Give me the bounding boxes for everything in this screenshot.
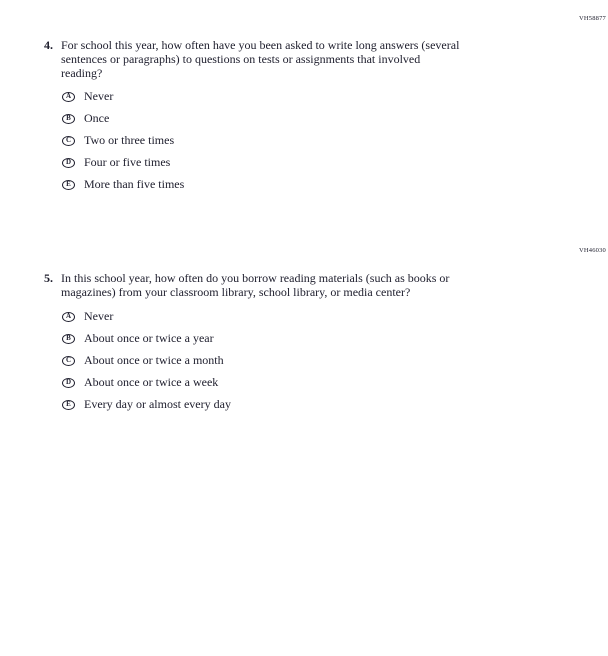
answer-bubble-a[interactable] xyxy=(62,312,75,322)
bubble-letter: E xyxy=(66,400,71,408)
question-4-options xyxy=(62,90,584,191)
item-code-question-4: VH58877 xyxy=(578,15,606,22)
item-code-question-5: VH46030 xyxy=(578,247,606,254)
answer-label: Never xyxy=(84,309,114,323)
question-5 xyxy=(44,271,584,420)
answer-option-e[interactable] xyxy=(62,178,584,191)
answer-option-a[interactable] xyxy=(62,310,584,323)
answer-label: Two or three times xyxy=(84,133,175,147)
answer-label: Once xyxy=(84,111,110,125)
answer-option-b[interactable] xyxy=(62,112,584,125)
question-5-head xyxy=(44,271,584,299)
question-4-head xyxy=(44,38,584,80)
question-text-line: reading? xyxy=(61,66,103,80)
bubble-letter: D xyxy=(65,158,72,166)
bubble-letter: D xyxy=(65,378,72,386)
answer-bubble-a[interactable] xyxy=(62,92,75,102)
answer-option-e[interactable] xyxy=(62,398,584,411)
answer-label: Four or five times xyxy=(84,155,171,169)
answer-bubble-c[interactable] xyxy=(62,136,75,146)
answer-option-a[interactable] xyxy=(62,90,584,103)
question-text xyxy=(61,271,584,299)
question-number: 4. xyxy=(44,38,53,52)
answer-label: About once or twice a month xyxy=(84,353,224,367)
question-text-line: sentences or paragraphs) to questions on tests or assignments that involved xyxy=(61,52,421,66)
question-4 xyxy=(44,38,584,200)
answer-bubble-d[interactable] xyxy=(62,378,75,388)
answer-bubble-b[interactable] xyxy=(62,114,75,124)
answer-option-d[interactable] xyxy=(62,156,584,169)
bubble-letter: A xyxy=(65,92,72,100)
bubble-letter: B xyxy=(66,334,71,342)
answer-label: About once or twice a year xyxy=(84,331,214,345)
question-text-line: magazines) from your classroom library, school library, or media center? xyxy=(61,285,411,299)
question-number: 5. xyxy=(44,271,53,285)
answer-bubble-d[interactable] xyxy=(62,158,75,168)
answer-bubble-e[interactable] xyxy=(62,180,75,190)
answer-option-c[interactable] xyxy=(62,134,584,147)
answer-option-c[interactable] xyxy=(62,354,584,367)
answer-bubble-b[interactable] xyxy=(62,334,75,344)
question-text-line: For school this year, how often have you been asked to write long answers (several xyxy=(61,38,460,52)
bubble-letter: B xyxy=(66,114,71,122)
answer-bubble-c[interactable] xyxy=(62,356,75,366)
answer-label: About once or twice a week xyxy=(84,375,219,389)
question-text-line: In this school year, how often do you borrow reading materials (such as books or xyxy=(61,271,450,285)
bubble-letter: C xyxy=(65,356,72,364)
answer-label: Never xyxy=(84,89,114,103)
bubble-letter: C xyxy=(65,136,72,144)
answer-option-b[interactable] xyxy=(62,332,584,345)
bubble-letter: A xyxy=(65,312,72,320)
answer-label: Every day or almost every day xyxy=(84,397,231,411)
bubble-letter: E xyxy=(66,180,71,188)
answer-option-d[interactable] xyxy=(62,376,584,389)
answer-bubble-e[interactable] xyxy=(62,400,75,410)
question-5-options xyxy=(62,310,584,411)
answer-label: More than five times xyxy=(84,177,185,191)
question-text xyxy=(61,38,584,80)
